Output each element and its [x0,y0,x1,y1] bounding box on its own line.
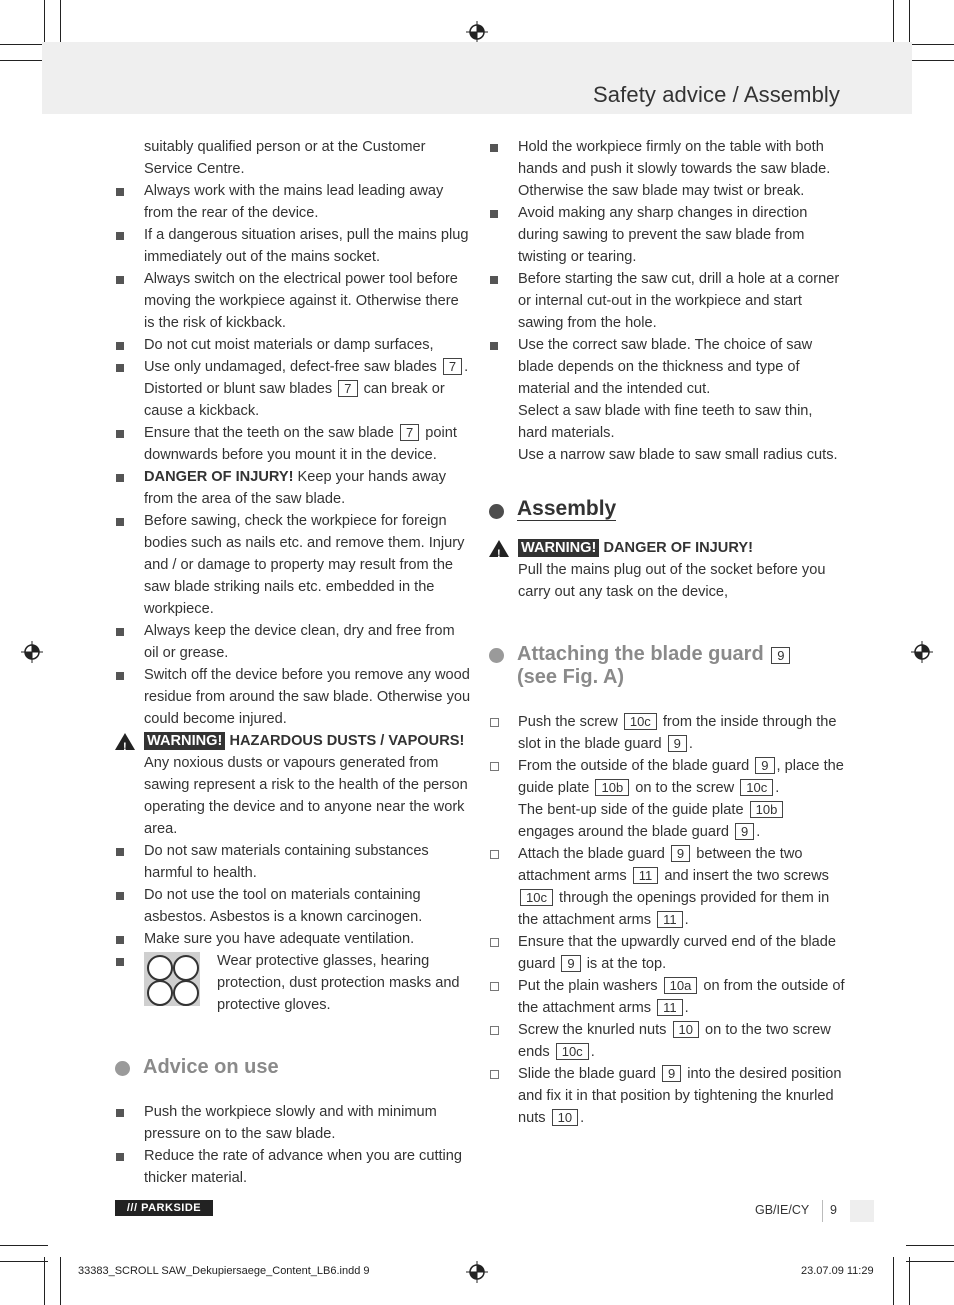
crop-mark [909,0,910,48]
bullet-icon [116,958,124,966]
page-title: Safety advice / Assembly [593,82,840,107]
bullet-icon [116,1109,124,1117]
part-reference: 11 [657,911,683,928]
list-item: DANGER OF INJURY! Keep your hands away from the area of the saw blade. [115,466,471,510]
ppe-icon [144,952,200,1006]
bullet-icon [116,672,124,680]
list-item: If a dangerous situation arises, pull the mains plug immediately out of the mains socket. [115,224,471,268]
list-item: Use the correct saw blade. The choice of saw blade depends on the thickness and type of material and the intended cut. [489,334,845,400]
part-reference: 9 [662,1065,681,1082]
bullet-icon [490,144,498,152]
bullet-icon [116,430,124,438]
list-item: Make sure you have adequate ventilation. [115,928,471,950]
part-reference: 9 [671,845,690,862]
step-item: From the outside of the blade guard 9 , place the guide plate 10b on to the screw 10c . The bent-up side of the guide plate 10b engages around the blade guard 9 . [489,755,845,843]
list-item: Before starting the saw cut, drill a hole at a corner or internal cut-out in the workpiece and start sawing from the hole. [489,268,845,334]
bullet-icon [116,892,124,900]
list-item: Hold the workpiece firmly on the table with both hands and push it slowly towards the saw blade. Otherwise the saw blade may twist or break. [489,136,845,202]
heading-dot-icon [489,504,504,519]
warning-badge: WARNING! [144,732,225,750]
crop-mark [906,1261,954,1262]
crop-mark [893,0,894,48]
crop-mark [893,1257,894,1305]
registration-mark-icon [466,1261,488,1283]
part-reference: 9 [735,823,754,840]
bullet-icon [490,276,498,284]
step-item: Ensure that the upwardly curved end of the blade guard 9 is at the top. [489,931,845,975]
part-reference: 11 [633,867,659,884]
crop-mark [906,1245,954,1246]
bullet-icon [116,848,124,856]
part-reference: 9 [668,735,687,752]
crop-mark [0,60,48,61]
bullet-icon [490,210,498,218]
checkbox-icon [490,1070,499,1079]
heading-dot-icon [115,1061,130,1076]
bullet-icon [116,188,124,196]
warning-badge: WARNING! [518,539,599,557]
checkbox-icon [490,938,499,947]
bullet-icon [116,232,124,240]
paragraph: Use a narrow saw blade to saw small radius cuts. [518,447,838,463]
list-item: Always switch on the electrical power tool before moving the workpiece against it. Otherwise there is the risk of kickback. [115,268,471,334]
list-item: Do not saw materials containing substances harmful to health. [115,840,471,884]
crop-mark [0,44,48,45]
list-item: Ensure that the teeth on the saw blade 7 point downwards before you mount it in the device. [115,422,471,466]
part-reference: 7 [443,358,462,375]
checkbox-icon [490,1026,499,1035]
warning-block: ! WARNING! HAZARDOUS DUSTS / VAPOURS! Any noxious dusts or vapours generated from sawing represent a risk to the health of the person operating the device and to anyone near the work area. [115,730,471,840]
right-column [489,136,845,1129]
checkbox-icon [490,762,499,771]
page-number: 9 [830,1203,837,1217]
part-reference: 10 [673,1021,699,1038]
registration-mark-icon [911,641,933,663]
region-code: GB/IE/CY [755,1203,810,1217]
part-reference: 9 [561,955,580,972]
bullet-icon [490,342,498,350]
list-item: Push the workpiece slowly and with minimum pressure on to the saw blade. [115,1101,471,1145]
list-item: Always keep the device clean, dry and free from oil or grease. [115,620,471,664]
bullet-icon [116,342,124,350]
part-reference: 10b [750,801,784,818]
list-item: Switch off the device before you remove any wood residue from around the saw blade. Otherwise you could become injured. [115,664,471,730]
bullet-icon [116,276,124,284]
part-reference: 11 [657,999,683,1016]
part-reference: 10c [556,1043,589,1060]
crop-mark [60,0,61,48]
registration-mark-icon [21,641,43,663]
brand-logo: /// PARKSIDE [115,1200,213,1216]
list-item: Avoid making any sharp changes in direction during sawing to prevent the saw blade from twisting or tearing. [489,202,845,268]
checkbox-icon [490,982,499,991]
crop-mark [0,1245,48,1246]
registration-mark-icon [466,21,488,43]
section-heading: Advice on use [115,1056,471,1079]
section-heading: Assembly [489,498,845,521]
part-reference: 10c [740,779,773,796]
list-item: Use only undamaged, defect-free saw blades 7 . Distorted or blunt saw blades 7 can break or cause a kickback. [115,356,471,422]
heading-dot-icon [489,648,504,663]
bullet-icon [116,936,124,944]
list-item: Wear protective glasses, hearing protection, dust protection masks and protective gloves. [115,950,471,1016]
crop-mark [44,0,45,48]
part-reference: 10a [664,977,698,994]
warning-triangle-icon: ! [115,733,135,750]
part-reference: 10b [595,779,629,796]
list-item: Do not use the tool on materials containing asbestos. Asbestos is a known carcinogen. [115,884,471,928]
print-slug-filename: 33383_SCROLL SAW_Dekupiersaege_Content_LB6.indd 9 [78,1265,370,1277]
step-item: Push the screw 10c from the inside through the slot in the blade guard 9 . [489,711,845,755]
part-reference: 9 [771,647,790,664]
left-column [115,136,471,1189]
warning-block: ! WARNING! DANGER OF INJURY! Pull the mains plug out of the socket before you carry out any task on the device, [489,537,845,603]
crop-mark [906,44,954,45]
bullet-icon [116,518,124,526]
crop-mark [60,1257,61,1305]
part-reference: 7 [338,380,357,397]
bullet-icon [116,1153,124,1161]
bullet-icon [116,474,124,482]
crop-mark [44,1257,45,1305]
part-reference: 10c [520,889,553,906]
crop-mark [906,60,954,61]
checkbox-icon [490,850,499,859]
step-item: Attach the blade guard 9 between the two attachment arms 11 and insert the two screws 10c through the openings provided for them in the attachment arms 11 . [489,843,845,931]
list-item: Do not cut moist materials or damp surfaces, [115,334,471,356]
part-reference: 9 [755,757,774,774]
print-slug-timestamp: 23.07.09 11:29 [801,1265,874,1277]
part-reference: 10 [552,1109,578,1126]
divider [822,1200,823,1222]
step-item: Put the plain washers 10a on from the outside of the attachment arms 11 . [489,975,845,1019]
checkbox-icon [490,718,499,727]
section-heading: Attaching the blade guard 9 (see Fig. A) [489,643,845,689]
bullet-icon [116,628,124,636]
bullet-icon [116,364,124,372]
page-tab [850,1200,874,1222]
crop-mark [909,1257,910,1305]
crop-mark [0,1261,48,1262]
paragraph: suitably qualified person or at the Customer Service Centre. [144,139,426,177]
part-reference: 10c [624,713,657,730]
step-item: Screw the knurled nuts 10 on to the two screw ends 10c . [489,1019,845,1063]
warning-triangle-icon: ! [489,540,509,557]
part-reference: 7 [400,424,419,441]
list-item: Always work with the mains lead leading away from the rear of the device. [115,180,471,224]
step-item: Slide the blade guard 9 into the desired position and fix it in that position by tightening the knurled nuts 10 . [489,1063,845,1129]
list-item: Reduce the rate of advance when you are cutting thicker material. [115,1145,471,1189]
paragraph: Select a saw blade with fine teeth to saw thin, hard materials. [518,403,813,441]
list-item: Before sawing, check the workpiece for foreign bodies such as nails etc. and remove them. Injury and / or damage to property may result from the saw blade striking nails etc. embedded in the workpiece. [115,510,471,620]
